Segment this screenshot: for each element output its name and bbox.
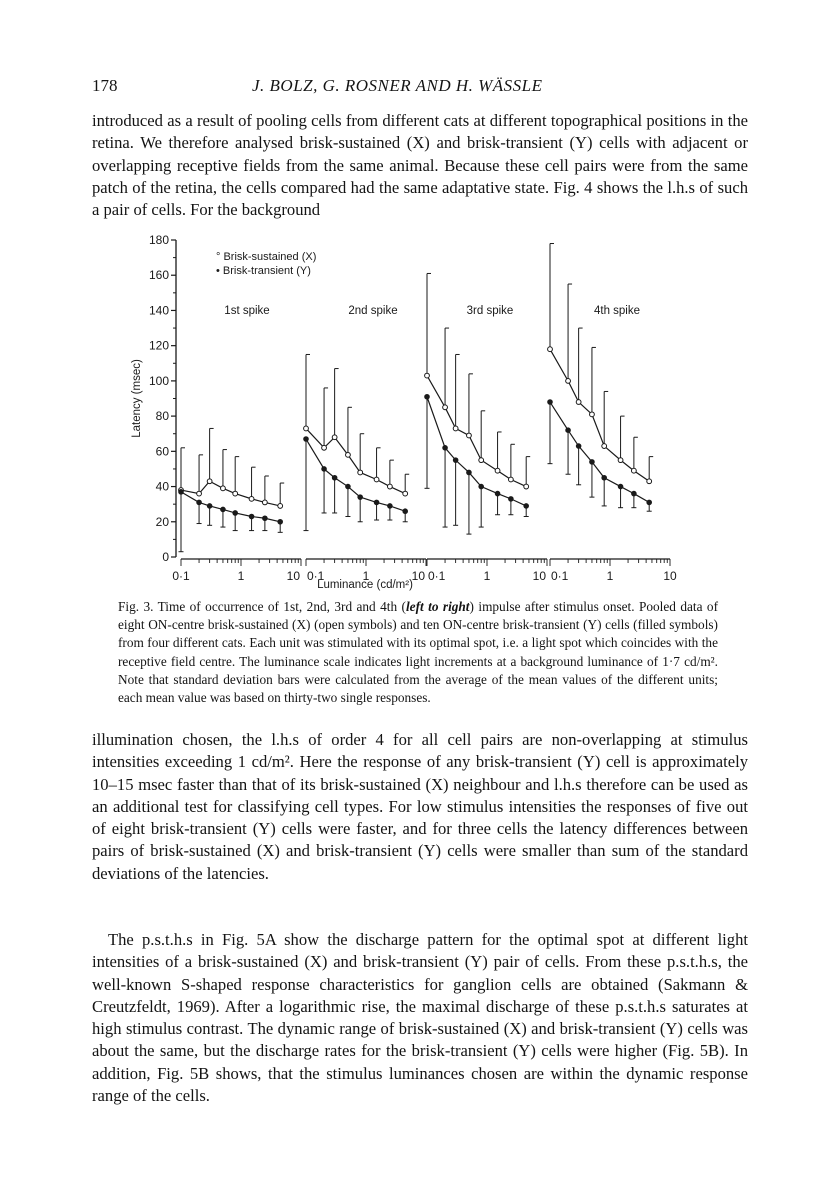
point-sustained: [590, 412, 595, 417]
point-transient: [602, 475, 607, 480]
point-sustained: [508, 477, 513, 482]
point-transient: [566, 428, 571, 433]
point-transient: [322, 467, 327, 472]
point-sustained: [221, 486, 226, 491]
point-sustained: [304, 426, 309, 431]
point-sustained: [524, 484, 529, 489]
point-transient: [548, 400, 553, 405]
x-tick-label: 1: [362, 569, 370, 583]
point-sustained: [387, 484, 392, 489]
point-transient: [590, 460, 595, 465]
x-tick-label: 10: [286, 569, 300, 583]
point-sustained: [443, 405, 448, 410]
y-tick-label: 100: [148, 373, 169, 388]
point-transient: [524, 504, 529, 509]
point-sustained: [207, 479, 212, 484]
point-sustained: [566, 378, 571, 383]
y-tick-label: 60: [155, 444, 169, 459]
x-axis-label: Luminance (cd/m²): [317, 579, 413, 591]
point-sustained: [425, 373, 430, 378]
point-sustained: [233, 491, 238, 496]
paragraph-3: The p.s.t.h.s in Fig. 5A show the discharge pattern for the optimal spot at different light intensities of a brisk-sustained (X) and brisk-transient (Y) pair of cells. From these p.s.t.h.s, the well-known S-shaped response characteristics for ganglion cells are obtained (Sakmann & Creutzfeldt, 1969). After a logarithmic rise, the maximal discharge of these p.s.t.h.s saturates at high stimulus contrast. The dynamic range of brisk-sustained (X) and brisk-transient (Y) cells was about the same, but the discharge rates for the brisk-transient (Y) cells were higher (Fig. 5B). In addition, Fig. 5B shows, that the stimulus luminances chosen are within the dynamic response range of the cells.: [92, 930, 748, 1106]
y-tick-label: 140: [148, 303, 169, 318]
point-transient: [207, 504, 212, 509]
x-tick-label: 10: [532, 569, 546, 583]
panel-title: 2nd spike: [348, 305, 398, 317]
caption-lead: Fig. 3. Time of occurrence of 1st, 2nd, 3rd and 4th (: [118, 599, 406, 614]
panel-title: 3rd spike: [466, 305, 514, 317]
point-transient: [346, 484, 351, 489]
point-transient: [453, 458, 458, 463]
point-transient: [358, 495, 363, 500]
point-sustained: [548, 347, 553, 352]
point-transient: [249, 514, 254, 519]
x-tick-label: 0·1: [428, 569, 446, 583]
running-head: J. BOLZ, G. ROSNER AND H. WÄSSLE: [252, 76, 543, 95]
y-tick-label: 160: [148, 268, 169, 283]
point-transient: [374, 500, 379, 505]
point-transient: [576, 444, 581, 449]
point-sustained: [403, 491, 408, 496]
point-transient: [332, 475, 337, 480]
point-transient: [495, 491, 500, 496]
caption-emphasis: left to right: [405, 599, 470, 614]
point-transient: [467, 470, 472, 475]
caption-rest: ) impulse after stimulus onset. Pooled data of eight ON-centre brisk-sustained (X) (open symbols) and ten ON-centre brisk-transient (Y) cells (filled symbols) from four different cats. Each unit was stimulated with its optimal spot, i.e. a light spot which coincides with the receptive field centre. The luminance scale indicates light increments at a background luminance of 1·7 cd/m². Note that standard deviation bars were calculated from the average of the mean values of the different units; each mean value was based on thirty-two single responses.: [118, 599, 719, 706]
point-transient: [479, 484, 484, 489]
y-tick-label: 0: [162, 550, 169, 564]
point-sustained: [332, 435, 337, 440]
point-sustained: [262, 500, 267, 505]
figure-marks: [179, 244, 654, 552]
y-tick-label: 180: [148, 233, 169, 247]
paragraph-2: illumination chosen, the l.h.s of order 4 for all cell pairs are non-overlapping at stimulus intensities exceeding 1 cd/m². Here the response of any brisk-transient (Y) cell is approximately 10–15 msec faster than that of its brisk-sustained (X) neighbour and l.h.s therefore can be used as an additional test for classifying cell types. For low stimulus intensities the responses of five out of eight brisk-transient (Y) cells were faster, and for three cells the latency differences between pairs of brisk-sustained (X) and brisk-transient (Y) cells were smaller than sum of the standard deviations of the latencies.: [92, 730, 748, 883]
y-axis-label: Latency (msec): [131, 359, 143, 438]
y-tick-label: 80: [155, 409, 169, 424]
point-transient: [262, 516, 267, 521]
x-tick-label: 1: [606, 569, 614, 583]
point-sustained: [576, 400, 581, 405]
latency-figure: [120, 230, 700, 595]
point-sustained: [197, 491, 202, 496]
x-tick-label: 1: [237, 569, 245, 583]
point-sustained: [602, 444, 607, 449]
x-tick-label: 0·1: [172, 569, 190, 583]
point-transient: [179, 489, 184, 494]
point-sustained: [374, 477, 379, 482]
point-transient: [631, 491, 636, 496]
figure-axes: [131, 233, 677, 591]
point-sustained: [249, 496, 254, 501]
point-sustained: [358, 470, 363, 475]
page-header: [92, 76, 747, 100]
point-transient: [403, 509, 408, 514]
page-number: 178: [92, 76, 118, 95]
y-tick-label: 120: [148, 338, 169, 353]
panel-title: 1st spike: [224, 305, 270, 317]
y-tick-label: 40: [155, 479, 169, 494]
point-sustained: [647, 479, 652, 484]
point-transient: [304, 437, 309, 442]
x-tick-label: 10: [411, 569, 425, 583]
point-sustained: [346, 452, 351, 457]
point-sustained: [453, 426, 458, 431]
x-tick-label: 1: [483, 569, 491, 583]
point-transient: [197, 500, 202, 505]
point-sustained: [278, 504, 283, 509]
point-transient: [647, 500, 652, 505]
point-sustained: [322, 445, 327, 450]
point-sustained: [495, 468, 500, 473]
y-tick-label: 20: [155, 514, 169, 529]
legend-transient: • Brisk-transient (Y): [216, 265, 311, 277]
x-tick-label: 10: [663, 569, 677, 583]
point-transient: [387, 504, 392, 509]
point-transient: [233, 511, 238, 516]
x-tick-label: 0·1: [307, 569, 325, 583]
point-sustained: [631, 468, 636, 473]
paragraph-1: introduced as a result of pooling cells from different cats at different topographical positions in the retina. We therefore analysed brisk-sustained (X) and brisk-transient (Y) cells with adjacent or overlapping receptive fields from the same animal. Because these cell pairs were from the same patch of the retina, the cells compared had the same adaptative state. Fig. 4 shows the l.h.s of such a pair of cells. For the background: [92, 111, 748, 220]
panel-title: 4th spike: [593, 305, 641, 317]
point-sustained: [618, 458, 623, 463]
point-transient: [508, 496, 513, 501]
point-transient: [221, 507, 226, 512]
x-tick-label: 0·1: [551, 569, 569, 583]
figure-caption: [118, 598, 718, 707]
point-transient: [425, 394, 430, 399]
point-transient: [278, 519, 283, 524]
point-transient: [618, 484, 623, 489]
legend-sustained: ° Brisk-sustained (X): [216, 251, 317, 263]
point-transient: [443, 445, 448, 450]
point-sustained: [467, 433, 472, 438]
point-sustained: [479, 458, 484, 463]
